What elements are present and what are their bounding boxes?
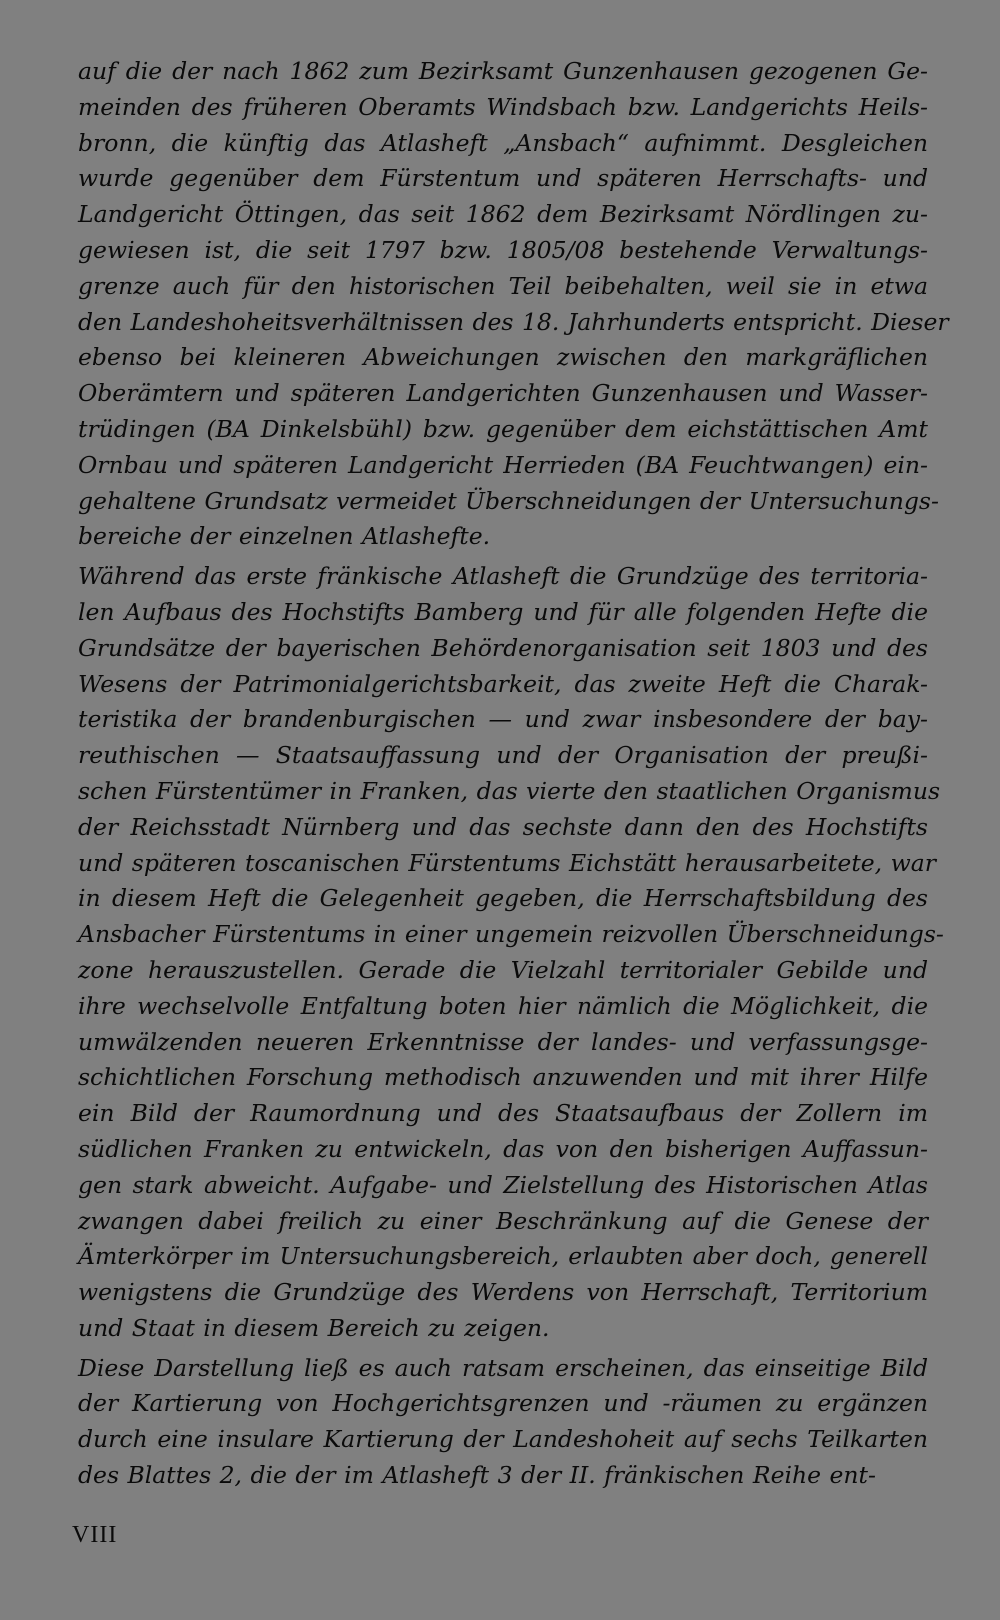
text-line: Während das erste fränkische Atlasheft die Grundzüge des territoria- [78,562,928,591]
text-line: wenigstens die Grundzüge des Werdens von Herrschaft, Territorium [78,1278,928,1307]
page-body [78,54,949,1498]
text-line: der Kartierung von Hochgerichtsgrenzen und -räumen zu ergänzen [78,1389,928,1418]
paragraph-2 [78,559,944,1347]
text-line: den Landeshoheitsverhältnissen des 18. Jahrhunderts entspricht. Dieser [78,307,949,336]
text-line: bereiche der einzelnen Atlashefte. [78,522,491,551]
text-line: schichtlichen Forschung methodisch anzuwenden und mit ihrer Hilfe [78,1063,928,1092]
text-line: wurde gegenüber dem Fürstentum und späteren Herrschafts- und [78,164,928,193]
text-line: reuthischen — Staatsauffassung und der Organisation der preußi- [78,741,928,770]
text-line: und Staat in diesem Bereich zu zeigen. [78,1313,550,1342]
text-line: gen stark abweicht. Aufgabe- und Zielstellung des Historischen Atlas [78,1170,928,1199]
text-line: ihre wechselvolle Entfaltung boten hier nämlich die Möglichkeit, die [78,991,928,1020]
text-line: Diese Darstellung ließ es auch ratsam erscheinen, das einseitige Bild [78,1353,928,1382]
text-line: teristika der brandenburgischen — und zwar insbesondere der bay- [78,705,928,734]
paragraph-1 [78,54,949,555]
text-line: schen Fürstentümer in Franken, das vierte den staatlichen Organismus [78,776,941,805]
text-line: umwälzenden neueren Erkenntnisse der landes- und verfassungsge- [78,1027,928,1056]
text-line: ebenso bei kleineren Abweichungen zwischen den markgräflichen [78,343,928,372]
text-line: der Reichsstadt Nürnberg und das sechste dann den des Hochstifts [78,812,928,841]
text-line: len Aufbaus des Hochstifts Bamberg und für alle folgenden Hefte die [78,597,928,626]
text-line: meinden des früheren Oberamts Windsbach bzw. Landgerichts Heils- [78,92,928,121]
text-line: Oberämtern und späteren Landgerichten Gunzenhausen und Wasser- [78,379,928,408]
text-line: zwangen dabei freilich zu einer Beschränkung auf die Genese der [78,1206,928,1235]
text-line: des Blattes 2, die der im Atlasheft 3 der II. fränkischen Reihe ent- [78,1461,876,1490]
text-line: auf die der nach 1862 zum Bezirksamt Gunzenhausen gezogenen Ge- [78,57,928,85]
text-line: zone herauszustellen. Gerade die Vielzahl territorialer Gebilde und [78,955,928,984]
text-line: trüdingen (BA Dinkelsbühl) bzw. gegenüber dem eichstättischen Amt [78,414,928,443]
text-line: südlichen Franken zu entwickeln, das von den bisherigen Auffassun- [78,1134,928,1163]
text-line: Wesens der Patrimonialgerichtsbarkeit, das zweite Heft die Charak- [78,669,928,698]
text-line: durch eine insulare Kartierung der Landeshoheit auf sechs Teilkarten [78,1425,928,1454]
text-line: Ornbau und späteren Landgericht Herrieden (BA Feuchtwangen) ein- [78,450,928,479]
text-line: grenze auch für den historischen Teil beibehalten, weil sie in etwa [78,271,928,300]
text-line: bronn, die künftig das Atlasheft „Ansbach“ aufnimmt. Desgleichen [78,128,928,157]
text-line: Ansbacher Fürstentums in einer ungemein reizvollen Überschneidungs- [78,920,944,949]
text-line: gehaltene Grundsatz vermeidet Überschneidungen der Untersuchungs- [78,486,939,515]
text-line: ein Bild der Raumordnung und des Staatsaufbaus der Zollern im [78,1099,928,1128]
text-line: gewiesen ist, die seit 1797 bzw. 1805/08 bestehende Verwaltungs- [78,235,928,264]
text-line: Ämterkörper im Untersuchungsbereich, erlaubten aber doch, generell [78,1242,928,1271]
paragraph-3 [78,1351,928,1494]
text-line: Grundsätze der bayerischen Behördenorganisation seit 1803 und des [78,633,928,662]
page-number: VIII [72,1522,118,1548]
text-line: in diesem Heft die Gelegenheit gegeben, die Herrschaftsbildung des [78,884,928,913]
text-line: Landgericht Öttingen, das seit 1862 dem Bezirksamt Nördlingen zu- [78,200,928,229]
text-line: und späteren toscanischen Fürstentums Eichstätt herausarbeitete, war [78,848,936,877]
